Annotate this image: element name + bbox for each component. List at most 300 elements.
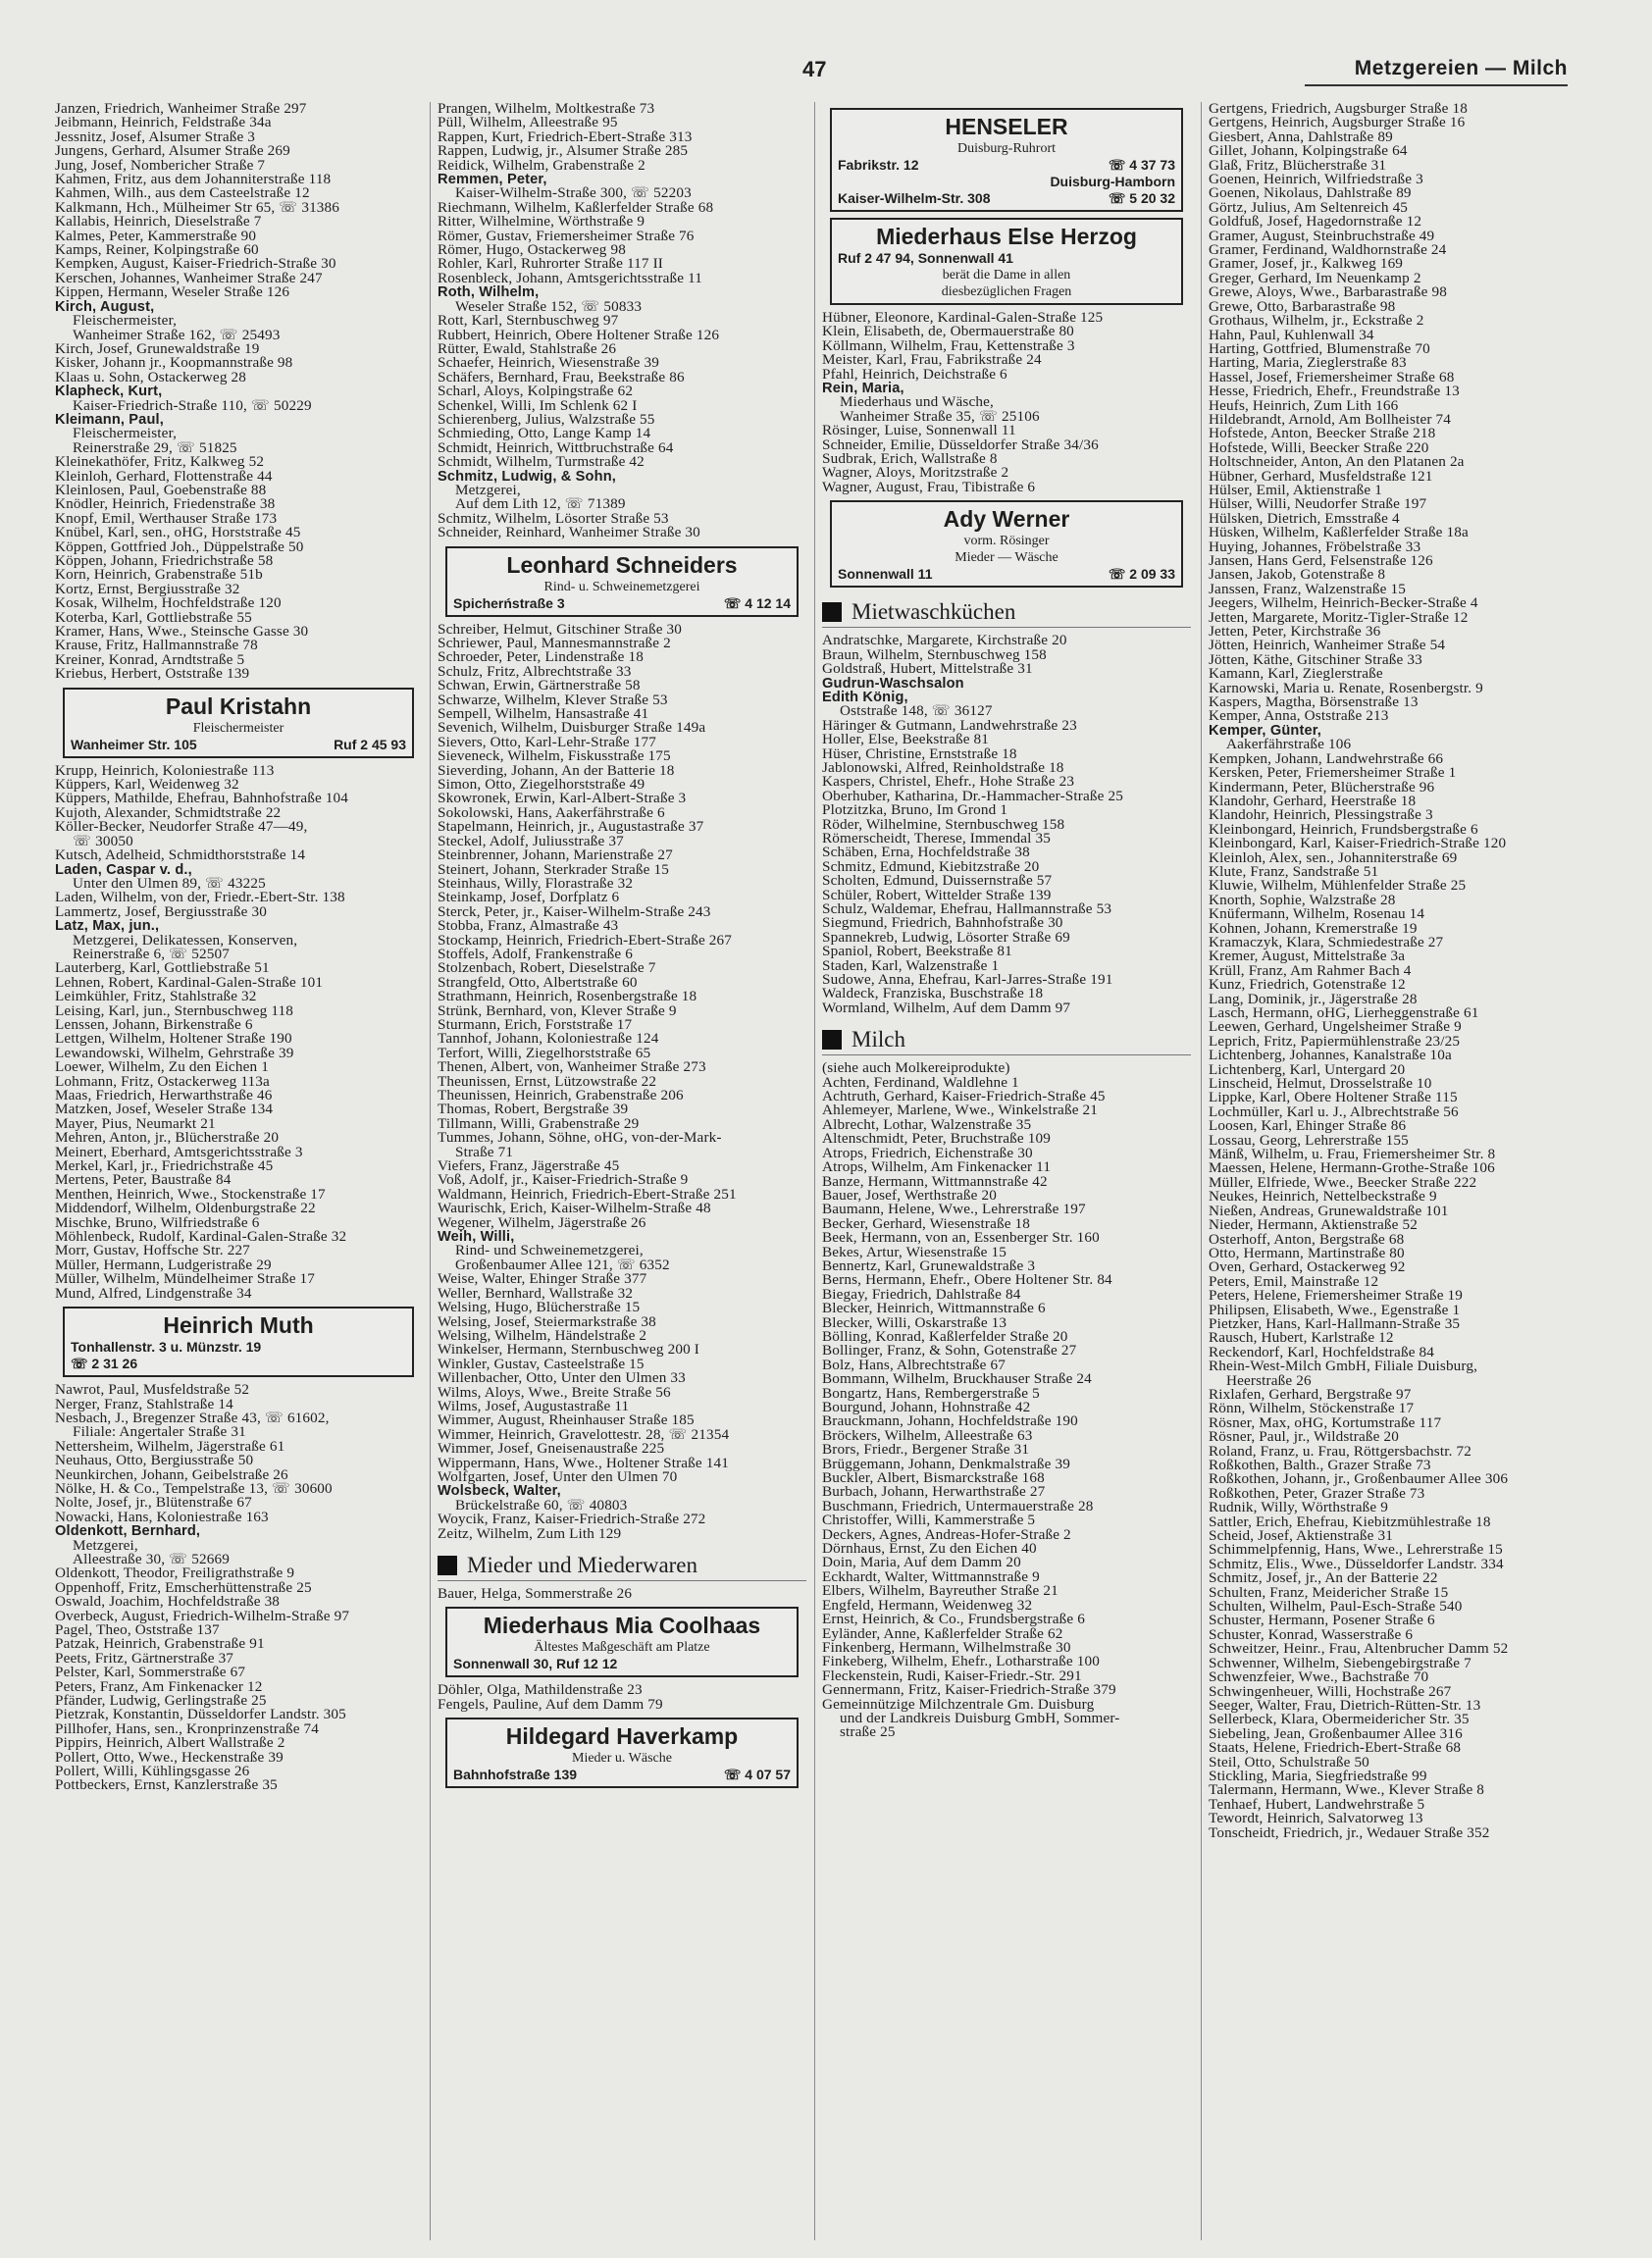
listing-entry: Rappen, Ludwig, jr., Alsumer Straße 285 xyxy=(438,144,689,159)
listing-entry: Schmitz, Josef, jr., An der Batterie 22 xyxy=(1209,1571,1438,1586)
listing-entry: Spaniol, Robert, Beekstraße 81 xyxy=(822,945,1012,959)
listing-continuation: Reinerstraße 29, ☏ 51825 xyxy=(73,440,237,456)
section-heading-text: Mietwaschküchen xyxy=(852,599,1016,625)
advertisement-box xyxy=(445,1607,799,1677)
ad-address: Fabrikstr. 12 xyxy=(838,157,919,173)
listing-continuation: Metzgerei, xyxy=(73,1538,138,1553)
listing-entry: Schriewer, Paul, Mannesmannstraße 2 xyxy=(438,637,671,651)
listing-entry: Eyländer, Anne, Kaßlerfelder Straße 62 xyxy=(822,1626,1063,1641)
listing-entry: Welsing, Wilhelm, Händelstraße 2 xyxy=(438,1328,647,1344)
listing-entry: Lichtenberg, Johannes, Kanalstraße 10a xyxy=(1209,1049,1452,1063)
listing-entry: Jablonowski, Alfred, Reinholdstraße 18 xyxy=(822,760,1064,776)
listing-entry: Püll, Wilhelm, Alleestraße 95 xyxy=(438,116,618,130)
listing-entry: Pollert, Otto, Wwe., Heckenstraße 39 xyxy=(55,1750,284,1766)
listing-entry: Schmitz, Wilhelm, Lösorter Straße 53 xyxy=(438,511,669,527)
listing-entry: Hülser, Emil, Aktienstraße 1 xyxy=(1209,483,1382,498)
listing-entry: Nölke, H. & Co., Tempelstraße 13, ☏ 30600 xyxy=(55,1481,333,1497)
listing-entry: Biegay, Friedrich, Dahlstraße 84 xyxy=(822,1287,1021,1303)
header-rule xyxy=(1305,84,1568,86)
listing-entry: Huying, Johannes, Fröbelstraße 33 xyxy=(1209,539,1421,554)
listing-entry: Kindermann, Peter, Blücherstraße 96 xyxy=(1209,780,1435,795)
listing-entry: Kersken, Peter, Friemersheimer Straße 1 xyxy=(1209,766,1457,781)
listing-entry: Kramaczyk, Klara, Schmiedestraße 27 xyxy=(1209,935,1444,950)
ad-address: Bahnhofstraße 139 xyxy=(453,1767,578,1783)
listing-entry: Altenschmidt, Peter, Bruchstraße 109 xyxy=(822,1132,1051,1147)
listing-entry: Klandohr, Gerhard, Heerstraße 18 xyxy=(1209,794,1417,809)
listing-entry: Pagel, Theo, Oststraße 137 xyxy=(55,1623,220,1638)
listing-entry: Schulz, Fritz, Albrechtstraße 33 xyxy=(438,664,632,680)
advertisement-box xyxy=(830,108,1183,212)
listing-entry: Kleinlosen, Paul, Goebenstraße 88 xyxy=(55,483,267,498)
listing-entry: Mänß, Wilhelm, u. Frau, Friemersheimer Str. 8 xyxy=(1209,1148,1496,1162)
listing-entry: Schwenzfeier, Wwe., Bachstraße 70 xyxy=(1209,1670,1429,1685)
listing-entry: Lauterberg, Karl, Gottliebstraße 51 xyxy=(55,961,270,976)
listing-entry: Rütter, Ewald, Stahlstraße 26 xyxy=(438,341,617,357)
listing-continuation: Auf dem Lith 12, ☏ 71389 xyxy=(455,497,626,512)
ad-note: berät die Dame in allen xyxy=(942,268,1071,282)
listing-entry: Döhler, Olga, Mathildenstraße 23 xyxy=(438,1683,643,1698)
ad-contact-row xyxy=(453,1767,791,1783)
listing-entry: Oswald, Joachim, Hochfeldstraße 38 xyxy=(55,1595,281,1610)
listing-entry: Knödler, Heinrich, Friedenstraße 38 xyxy=(55,497,276,512)
listing-name-bold: Klapheck, Kurt, xyxy=(55,385,163,399)
listing-entry: Nerger, Franz, Stahlstraße 14 xyxy=(55,1397,233,1411)
column-divider xyxy=(814,102,815,2240)
listing-entry: Lochmüller, Karl u. J., Albrechtstraße 56 xyxy=(1209,1104,1459,1120)
listing-entry: Fleckenstein, Rudi, Kaiser-Friedr.-Str. 291 xyxy=(822,1668,1082,1684)
listing-entry: Neukes, Heinrich, Nettelbeckstraße 9 xyxy=(1209,1190,1437,1205)
listing-entry: Neunkirchen, Johann, Geibelstraße 26 xyxy=(55,1467,288,1482)
listing-continuation: Metzgerei, xyxy=(455,483,521,498)
listing-entry: Linscheid, Helmut, Drosselstraße 10 xyxy=(1209,1077,1432,1092)
listing-entry: Engfeld, Hermann, Weidenweg 32 xyxy=(822,1598,1033,1614)
listing-entry: Kunz, Friedrich, Gotenstraße 12 xyxy=(1209,978,1406,993)
ad-title: Miederhaus Mia Coolhaas xyxy=(483,1613,761,1639)
listing-entry: Nolte, Josef, jr., Blütenstraße 67 xyxy=(55,1496,252,1511)
listing-entry: Braun, Wilhelm, Sternbuschweg 158 xyxy=(822,647,1047,663)
listing-entry: Sievers, Otto, Karl-Lehr-Straße 177 xyxy=(438,735,656,750)
listing-entry: Jeegers, Wilhelm, Heinrich-Becker-Straße 4 xyxy=(1209,596,1478,611)
listing-entry: Zeitz, Wilhelm, Zum Lith 129 xyxy=(438,1526,622,1541)
listing-entry: Maessen, Helene, Hermann-Grothe-Straße 106 xyxy=(1209,1161,1495,1176)
column-2 xyxy=(438,102,806,2240)
listing-continuation: Wanheimer Straße 162, ☏ 25493 xyxy=(73,328,281,342)
listing-entry: Loewer, Wilhelm, Zu den Eichen 1 xyxy=(55,1060,269,1075)
listing-entry: Goldfuß, Josef, Hagedornstraße 12 xyxy=(1209,215,1422,230)
listing-continuation: Kaiser-Wilhelm-Straße 300, ☏ 52203 xyxy=(455,186,692,201)
listing-continuation: Miederhaus und Wäsche, xyxy=(840,395,994,410)
listing-entry: Pfahl, Heinrich, Deichstraße 6 xyxy=(822,367,1007,383)
listing-entry: Lasch, Hermann, oHG, Lierheggenstraße 61 xyxy=(1209,1006,1479,1021)
listing-entry: Jansen, Hans Gerd, Felsenstraße 126 xyxy=(1209,554,1433,569)
listing-entry: Neuhaus, Otto, Bergiusstraße 50 xyxy=(55,1454,254,1468)
listing-entry: Meister, Karl, Frau, Fabrikstraße 24 xyxy=(822,353,1042,368)
ad-contact-row xyxy=(838,157,1175,174)
listing-entry: Kallabis, Heinrich, Dieselstraße 7 xyxy=(55,215,262,230)
listing-entry: Woycik, Franz, Kaiser-Friedrich-Straße 272 xyxy=(438,1513,706,1527)
listing-name-bold: Kemper, Günter, xyxy=(1209,723,1321,739)
listing-entry: Schulten, Wilhelm, Paul-Esch-Straße 540 xyxy=(1209,1600,1463,1615)
listing-entry: Görtz, Julius, Am Seltenreich 45 xyxy=(1209,200,1409,216)
listing-entry: Achtruth, Gerhard, Kaiser-Friedrich-Straße 45 xyxy=(822,1090,1106,1104)
listing-entry: Simon, Otto, Ziegelhorststraße 49 xyxy=(438,778,645,793)
listing-entry: Bröckers, Wilhelm, Alleestraße 63 xyxy=(822,1428,1033,1444)
listing-entry: Sudbrak, Erich, Wallstraße 8 xyxy=(822,452,998,467)
listing-entry: Hahn, Paul, Kuhlenwall 34 xyxy=(1209,328,1374,342)
listing-entry: Wagner, Aloys, Moritzstraße 2 xyxy=(822,466,1009,481)
listing-entry: Rixlafen, Gerhard, Bergstraße 97 xyxy=(1209,1387,1412,1403)
listing-entry: Gennermann, Fritz, Kaiser-Friedrich-Straße 379 xyxy=(822,1683,1116,1698)
listing-entry: Nieder, Hermann, Aktienstraße 52 xyxy=(1209,1218,1418,1233)
listing-entry: Oppenhoff, Fritz, Emscherhüttenstraße 25 xyxy=(55,1580,312,1596)
listing-entry: Peters, Helene, Friemersheimer Straße 19 xyxy=(1209,1289,1464,1304)
listing-entry: Pelster, Karl, Sommerstraße 67 xyxy=(55,1666,246,1680)
listing-entry: Strathmann, Heinrich, Rosenbergstraße 18 xyxy=(438,990,697,1004)
advertisement-box xyxy=(63,1307,414,1377)
ad-title: Miederhaus Else Herzog xyxy=(876,224,1137,249)
listing-entry: Bollinger, Franz, & Sohn, Gotenstraße 27 xyxy=(822,1344,1077,1359)
listing-entry: Finkenberg, Hermann, Wilhelmstraße 30 xyxy=(822,1640,1071,1656)
listing-entry: Köppen, Johann, Friedrichstraße 58 xyxy=(55,554,274,569)
section-heading-text: Mieder und Miederwaren xyxy=(467,1553,698,1577)
listing-continuation: Reinerstraße 6, ☏ 52507 xyxy=(73,947,230,962)
listing-entry: Stoffels, Adolf, Frankenstraße 6 xyxy=(438,947,633,962)
listing-entry: Schmidt, Wilhelm, Turmstraße 42 xyxy=(438,455,645,470)
listing-entry: Rhein-West-Milch GmbH, Filiale Duisburg, xyxy=(1209,1360,1478,1374)
listing-entry: Rausch, Hubert, Karlstraße 12 xyxy=(1209,1331,1394,1346)
ad-phone: ☏ 5 20 32 xyxy=(1108,190,1175,206)
column-divider xyxy=(1201,102,1202,2240)
listing-name-bold: Gudrun-Waschsalon xyxy=(822,676,964,691)
listing-entry: Lossau, Georg, Lehrerstraße 155 xyxy=(1209,1133,1409,1149)
listing-entry: Peters, Emil, Mainstraße 12 xyxy=(1209,1274,1379,1290)
listing-entry: Kaspers, Magtha, Börsenstraße 13 xyxy=(1209,695,1419,710)
listing-entry: Oberhuber, Katharina, Dr.-Hammacher-Straße 25 xyxy=(822,789,1123,804)
advertisement-box xyxy=(445,546,799,617)
ad-phone: ☏ 2 09 33 xyxy=(1108,566,1175,583)
listing-entry: Grewe, Aloys, Wwe., Barbarastraße 98 xyxy=(1209,285,1447,300)
listing-entry: Rubbert, Heinrich, Obere Holtener Straße 126 xyxy=(438,328,720,342)
listing-entry: Strünk, Bernhard, von, Klever Straße 9 xyxy=(438,1003,677,1018)
listing-entry: Mischke, Bruno, Wilfriedstraße 6 xyxy=(55,1215,260,1231)
listing-entry: Banze, Hermann, Wittmannstraße 42 xyxy=(822,1174,1048,1189)
listing-entry: Gemeinnützige Milchzentrale Gm. Duisburg xyxy=(822,1697,1095,1712)
listing-entry: Nesbach, J., Bregenzer Straße 43, ☏ 61602, xyxy=(55,1411,330,1426)
listing-entry: Tillmann, Willi, Grabenstraße 29 xyxy=(438,1116,640,1132)
listing-continuation: Fleischermeister, xyxy=(73,427,178,441)
listing-entry: Staats, Helene, Friedrich-Ebert-Straße 68 xyxy=(1209,1741,1462,1756)
listing-name-bold: Edith König, xyxy=(822,690,908,705)
listing-entry: Bölling, Konrad, Kaßlerfelder Straße 20 xyxy=(822,1329,1068,1345)
listing-continuation: Rind- und Schweinemetzgerei, xyxy=(455,1244,644,1258)
listing-entry: Klein, Elisabeth, de, Obermauerstraße 80 xyxy=(822,325,1074,339)
listing-entry: Steckel, Adolf, Juliusstraße 37 xyxy=(438,834,624,849)
listing-entry: Wimmer, August, Rheinhauser Straße 185 xyxy=(438,1413,695,1428)
ad-title: Hildegard Haverkamp xyxy=(505,1723,739,1750)
listing-entry: Lohmann, Fritz, Ostackerweg 113a xyxy=(55,1074,270,1089)
listing-entry: Leising, Karl, jun., Sternbuschweg 118 xyxy=(55,1003,294,1018)
listing-entry: Pillhofer, Hans, sen., Kronprinzenstraße 74 xyxy=(55,1721,320,1737)
listing-entry: Glaß, Fritz, Blücherstraße 31 xyxy=(1209,158,1387,174)
listing-continuation: Heerstraße 26 xyxy=(1226,1373,1312,1388)
listing-entry: Theunissen, Ernst, Lützowstraße 22 xyxy=(438,1074,657,1089)
listing-entry: Prangen, Wilhelm, Moltkestraße 73 xyxy=(438,102,655,117)
ad-subtitle: Rind- u. Schweinemetzgerei xyxy=(543,579,700,594)
listing-entry: Voß, Adolf, jr., Kaiser-Friedrich-Straße 9 xyxy=(438,1173,689,1188)
listing-entry: Overbeck, August, Friedrich-Wilhelm-Straße 97 xyxy=(55,1609,350,1623)
listing-entry: Kippen, Hermann, Weseler Straße 126 xyxy=(55,285,290,300)
listing-entry: Kohnen, Johann, Kremerstraße 19 xyxy=(1209,921,1418,936)
listing-entry: Roßkothen, Johann, jr., Großenbaumer Allee 306 xyxy=(1209,1472,1509,1487)
listing-entry: Siegmund, Friedrich, Bahnhofstraße 30 xyxy=(822,916,1063,931)
ad-subtitle: Fleischermeister xyxy=(192,720,284,736)
listing-entry: Holtschneider, Anton, An den Platanen 2a xyxy=(1209,455,1465,470)
listing-entry: Koterba, Karl, Gottliebstraße 55 xyxy=(55,610,252,626)
listing-entry: Ritter, Wilhelmine, Wörthstraße 9 xyxy=(438,215,645,230)
listing-entry: Schierenberg, Julius, Walzstraße 55 xyxy=(438,412,655,428)
listing-entry: Wilms, Josef, Augustastraße 11 xyxy=(438,1399,630,1414)
listing-entry: Roßkothen, Peter, Grazer Straße 73 xyxy=(1209,1486,1425,1502)
listing-entry: Scheid, Josef, Aktienstraße 31 xyxy=(1209,1529,1393,1544)
listing-entry: Fengels, Pauline, Auf dem Damm 79 xyxy=(438,1697,663,1713)
listing-entry: Schäfers, Bernhard, Frau, Beekstraße 86 xyxy=(438,370,685,385)
listing-entry: Lippke, Karl, Obere Holtener Straße 115 xyxy=(1209,1091,1458,1105)
listing-entry: Riechmann, Wilhelm, Kaßlerfelder Straße 68 xyxy=(438,200,714,216)
listing-entry: Lang, Dominik, jr., Jägerstraße 28 xyxy=(1209,992,1418,1006)
listing-entry: Mund, Alfred, Lindgenstraße 34 xyxy=(55,1286,252,1302)
ad-contact-row xyxy=(71,1339,406,1356)
listing-continuation: Alleestraße 30, ☏ 52669 xyxy=(73,1552,230,1567)
listing-entry: Schwenner, Wilhelm, Siebengebirgstraße 7 xyxy=(1209,1656,1471,1671)
listing-entry: Kortz, Ernst, Bergiusstraße 32 xyxy=(55,582,240,597)
ad-contact-row xyxy=(838,190,1175,207)
listing-entry: Kempken, Johann, Landwehrstraße 66 xyxy=(1209,751,1444,767)
listing-entry: Philipsen, Elisabeth, Wwe., Egenstraße 1 xyxy=(1209,1303,1461,1317)
listing-entry: Hesse, Friedrich, Ehefr., Freundstraße 13 xyxy=(1209,385,1460,399)
column-3 xyxy=(822,102,1191,2240)
listing-entry: Müller, Elfriede, Wwe., Beecker Straße 222 xyxy=(1209,1175,1477,1191)
listing-entry: Brors, Friedr., Bergener Straße 31 xyxy=(822,1443,1030,1458)
listing-entry: Bauer, Josef, Werthstraße 20 xyxy=(822,1188,997,1204)
listing-name-bold: Oldenkott, Bernhard, xyxy=(55,1524,201,1539)
listing-entry: Goenen, Heinrich, Wilfriedstraße 3 xyxy=(1209,173,1423,187)
advertisement-box xyxy=(830,218,1183,305)
listing-entry: Kahmen, Fritz, aus dem Johanniterstraße 118 xyxy=(55,173,332,187)
listing-name-bold: Kirch, August, xyxy=(55,299,155,315)
section-title: Metzgereien — Milch xyxy=(1354,57,1568,79)
ad-contact-row xyxy=(838,174,1175,190)
ad-contact-row xyxy=(453,1656,791,1672)
page-header xyxy=(0,55,1652,90)
listing-entry: Heufs, Heinrich, Zum Lith 166 xyxy=(1209,398,1399,413)
listing-entry: Kramer, Hans, Wwe., Steinsche Gasse 30 xyxy=(55,625,309,640)
listing-entry: Hülser, Willi, Neudorfer Straße 197 xyxy=(1209,497,1427,512)
listing-entry: Kahmen, Wilh., aus dem Casteelstraße 12 xyxy=(55,186,310,201)
listing-entry: Kleinekathöfer, Fritz, Kalkweg 52 xyxy=(55,455,265,470)
page-number: 47 xyxy=(802,57,827,81)
listing-entry: Reidick, Wilhelm, Grabenstraße 2 xyxy=(438,158,645,174)
listing-entry: Stickling, Maria, Siegfriedstraße 99 xyxy=(1209,1769,1427,1784)
listing-entry: Pfänder, Ludwig, Gerlingstraße 25 xyxy=(55,1694,267,1709)
listing-entry: Steinkamp, Josef, Dorfplatz 6 xyxy=(438,891,620,905)
ad-subtitle: Duisburg-Ruhrort xyxy=(956,141,1057,156)
listing-entry: Jötten, Käthe, Gitschiner Straße 33 xyxy=(1209,652,1422,668)
listing-entry: Köller-Becker, Neudorfer Straße 47—49, xyxy=(55,820,308,835)
listing-entry: Römerscheidt, Therese, Immendal 35 xyxy=(822,831,1051,847)
ad-address: Sonnenwall 30, Ruf 12 12 xyxy=(453,1656,618,1672)
listing-entry: Sattler, Erich, Ehefrau, Kiebitzmühlestraße 18 xyxy=(1209,1514,1491,1530)
listing-entry: Kleinloh, Alex, sen., Johanniterstraße 69 xyxy=(1209,850,1458,865)
listing-entry: Roland, Franz, u. Frau, Röttgersbachstr. 72 xyxy=(1209,1444,1471,1459)
listing-entry: Korn, Heinrich, Grabenstraße 51b xyxy=(55,568,263,583)
section-marker-icon xyxy=(438,1556,457,1575)
listing-entry: Finkeberg, Wilhelm, Ehefr., Lotharstraße 100 xyxy=(822,1655,1100,1669)
listing-entry: Bolz, Hans, Albrechtstraße 67 xyxy=(822,1358,1006,1373)
listing-entry: Kleinloh, Gerhard, Flottenstraße 44 xyxy=(55,469,273,484)
listing-entry: Jessnitz, Josef, Alsumer Straße 3 xyxy=(55,129,256,145)
listing-entry: Kleinbongard, Karl, Kaiser-Friedrich-Straße 120 xyxy=(1209,837,1507,851)
section-heading xyxy=(438,1553,806,1581)
listing-entry: Kremer, August, Mittelstraße 3a xyxy=(1209,949,1406,964)
listing-entry: Bennertz, Karl, Grunewaldstraße 3 xyxy=(822,1258,1036,1274)
listing-entry: Schwingenheuer, Willi, Hochstraße 267 xyxy=(1209,1684,1452,1699)
ad-address: Sonnenwall 11 xyxy=(838,566,933,583)
listing-entry: Ernst, Heinrich, & Co., Frundsbergstraße 6 xyxy=(822,1613,1085,1627)
listing-entry: Gertgens, Heinrich, Augsburger Straße 16 xyxy=(1209,116,1466,130)
listing-entry: Becker, Gerhard, Wiesenstraße 18 xyxy=(822,1216,1031,1232)
listing-entry: Rosenbleck, Johann, Amtsgerichtsstraße 11 xyxy=(438,271,703,286)
listing-entry: Röder, Wilhelmine, Sternbuschweg 158 xyxy=(822,817,1065,832)
listing-entry: Steinert, Johann, Sterkrader Straße 15 xyxy=(438,862,669,877)
listing-entry: Pietzrak, Konstantin, Düsseldorfer Landstr. 305 xyxy=(55,1708,346,1722)
listing-entry: Köllmann, Wilhelm, Frau, Kettenstraße 3 xyxy=(822,338,1075,354)
listing-entry: Schmidt, Heinrich, Wittbruchstraße 64 xyxy=(438,440,674,456)
listing-entry: Kamps, Reiner, Kolpingstraße 60 xyxy=(55,243,259,258)
listing-entry: Plotzitzka, Bruno, Im Grond 1 xyxy=(822,803,1008,818)
listing-entry: Gramer, Ferdinand, Waldhornstraße 24 xyxy=(1209,243,1447,258)
listing-entry: Peets, Fritz, Gärtnerstraße 37 xyxy=(55,1651,234,1667)
listing-entry: Schmitz, Edmund, Kiebitzstraße 20 xyxy=(822,859,1040,875)
listing-entry: Strangfeld, Otto, Albertstraße 60 xyxy=(438,975,638,991)
ad-address: Wanheimer Str. 105 xyxy=(71,736,197,752)
listing-entry: Giesbert, Anna, Dahlstraße 89 xyxy=(1209,129,1393,145)
listing-continuation: und der Landkreis Duisburg GmbH, Sommer- xyxy=(840,1711,1120,1726)
ad-phone: ☏ 4 12 14 xyxy=(723,594,791,611)
listing-entry: Goenen, Nikolaus, Dahlstraße 89 xyxy=(1209,186,1412,201)
listing-entry: Bongartz, Hans, Rembergerstraße 5 xyxy=(822,1386,1040,1401)
listing-entry: Tummes, Johann, Söhne, oHG, von-der-Mark- xyxy=(438,1131,722,1146)
listing-continuation: Straße 71 xyxy=(455,1145,514,1160)
listing-entry: Mertens, Peter, Baustraße 84 xyxy=(55,1173,232,1188)
listing-entry: Buckler, Albert, Bismarckstraße 168 xyxy=(822,1471,1045,1486)
listing-entry: Schenkel, Willi, Im Schlenk 62 I xyxy=(438,398,638,413)
listing-entry: Lenssen, Johann, Birkenstraße 6 xyxy=(55,1017,253,1033)
listing-entry: Thenen, Albert, von, Wanheimer Straße 273 xyxy=(438,1060,706,1075)
listing-entry: Weise, Walter, Ehinger Straße 377 xyxy=(438,1272,647,1287)
listing-entry: Leimkühler, Fritz, Stahlstraße 32 xyxy=(55,990,257,1004)
listing-entry: Kempken, August, Kaiser-Friedrich-Straße 30 xyxy=(55,257,336,272)
listing-entry: Oldenkott, Theodor, Freiligrathstraße 9 xyxy=(55,1566,295,1581)
listing-entry: Pottbeckers, Ernst, Kanzlerstraße 35 xyxy=(55,1778,278,1793)
ad-subtitle: Mieder — Wäsche xyxy=(955,550,1058,566)
ad-subtitle: Mieder u. Wäsche xyxy=(572,1751,672,1767)
listing-entry: Schmieding, Otto, Lange Kamp 14 xyxy=(438,427,651,441)
listing-entry: Küppers, Mathilde, Ehefrau, Bahnhofstraße 104 xyxy=(55,792,349,806)
listing-entry: Waldmann, Heinrich, Friedrich-Ebert-Straße 251 xyxy=(438,1187,737,1203)
listing-entry: Rösinger, Luise, Sonnenwall 11 xyxy=(822,424,1016,438)
listing-entry: Achten, Ferdinand, Waldlehne 1 xyxy=(822,1075,1019,1091)
listing-entry: Viefers, Franz, Jägerstraße 45 xyxy=(438,1159,620,1174)
listing-name-bold: Laden, Caspar v. d., xyxy=(55,862,192,877)
ad-contact-row xyxy=(838,566,1175,583)
listing-entry: Rösner, Paul, jr., Wildstraße 20 xyxy=(1209,1430,1399,1445)
advertisement-box xyxy=(63,688,414,758)
column-4 xyxy=(1209,102,1575,2240)
listing-entry: Schroeder, Peter, Lindenstraße 18 xyxy=(438,650,644,665)
listing-continuation: Unter den Ulmen 89, ☏ 43225 xyxy=(73,876,266,892)
listing-entry: Schreiber, Helmut, Gitschiner Straße 30 xyxy=(438,622,683,637)
listing-entry: Lichtenberg, Karl, Untergard 20 xyxy=(1209,1062,1406,1078)
listing-entry: Steil, Otto, Schulstraße 50 xyxy=(1209,1755,1369,1770)
listing-entry: Steinbrenner, Johann, Marienstraße 27 xyxy=(438,848,673,863)
listing-entry: Müller, Hermann, Ludgeristraße 29 xyxy=(55,1257,272,1273)
listing-entry: Loosen, Karl, Ehinger Straße 86 xyxy=(1209,1119,1407,1134)
listing-entry: Schwan, Erwin, Gärtnerstraße 58 xyxy=(438,679,641,693)
listing-entry: Römer, Hugo, Ostackerweg 98 xyxy=(438,243,626,258)
listing-entry: Janssen, Franz, Walzenstraße 15 xyxy=(1209,582,1406,597)
listing-entry: Brauckmann, Johann, Hochfeldstraße 190 xyxy=(822,1414,1078,1429)
listing-entry: Müller, Wilhelm, Mündelheimer Straße 17 xyxy=(55,1272,316,1287)
advertisement-box xyxy=(445,1718,799,1788)
listing-entry: Stapelmann, Heinrich, jr., Augustastraße 37 xyxy=(438,820,704,835)
listing-entry: Schneider, Reinhard, Wanheimer Straße 30 xyxy=(438,526,700,540)
listing-entry: Jetten, Peter, Kirchstraße 36 xyxy=(1209,625,1381,640)
ad-subtitle: vorm. Rösinger xyxy=(963,534,1050,549)
listing-entry: Elbers, Wilhelm, Bayreuther Straße 21 xyxy=(822,1584,1058,1599)
listing-entry: Karnowski, Maria u. Renate, Rosenbergstr. 9 xyxy=(1209,681,1483,696)
listing-entry: Kemper, Anna, Oststraße 213 xyxy=(1209,709,1389,724)
listing-entry: Jungens, Gerhard, Alsumer Straße 269 xyxy=(55,144,290,159)
listing-entry: Kosak, Wilhelm, Hochfeldstraße 120 xyxy=(55,596,282,611)
listing-entry: Gramer, August, Steinbruchstraße 49 xyxy=(1209,229,1435,244)
listing-entry: Maas, Friedrich, Herwarthstraße 46 xyxy=(55,1089,273,1103)
listing-name-bold: Wolsbeck, Walter, xyxy=(438,1484,561,1499)
listing-entry: Lettgen, Wilhelm, Holtener Straße 190 xyxy=(55,1032,292,1047)
ad-title: Leonhard Schneiders xyxy=(506,551,738,578)
listing-entry: Theunissen, Heinrich, Grabenstraße 206 xyxy=(438,1089,684,1103)
ad-phone: Ruf 2 45 93 xyxy=(334,736,406,752)
listing-entry: Kluwie, Wilhelm, Mühlenfelder Straße 25 xyxy=(1209,879,1467,894)
listing-entry: Schwarze, Wilhelm, Klever Straße 53 xyxy=(438,693,668,708)
listing-entry: Winkler, Gustav, Casteelstraße 15 xyxy=(438,1357,645,1372)
listing-entry: Welsing, Josef, Steiermarkstraße 38 xyxy=(438,1314,656,1329)
listing-entry: Sterck, Peter, jr., Kaiser-Wilhelm-Straße 243 xyxy=(438,904,711,920)
listing-entry: Weller, Bernhard, Wallstraße 32 xyxy=(438,1286,634,1302)
listing-entry: Brüggemann, Johann, Denkmalstraße 39 xyxy=(822,1457,1070,1472)
listing-entry: Oven, Gerhard, Ostackerweg 92 xyxy=(1209,1260,1406,1275)
listing-entry: Hassel, Josef, Friemersheimer Straße 68 xyxy=(1209,370,1455,385)
listing-entry: Rönn, Wilhelm, Stöckenstraße 17 xyxy=(1209,1402,1415,1416)
listing-entry: Ahlemeyer, Marlene, Wwe., Winkelstraße 21 xyxy=(822,1103,1099,1118)
listing-continuation: Oststraße 148, ☏ 36127 xyxy=(840,704,993,719)
ad-address: Spicherństraße 3 xyxy=(453,594,565,611)
listing-entry: Waurischk, Erich, Kaiser-Wilhelm-Straße 48 xyxy=(438,1202,711,1216)
listing-entry: Mayer, Pius, Neumarkt 21 xyxy=(55,1116,216,1132)
listing-entry: Kerschen, Johannes, Wanheimer Straße 247 xyxy=(55,271,323,286)
listing-entry: Grewe, Otto, Barbarastraße 98 xyxy=(1209,299,1396,315)
listing-entry: Willenbacher, Otto, Unter den Ulmen 33 xyxy=(438,1371,686,1386)
listing-entry: Laden, Wilhelm, von der, Friedr.-Ebert-Str. 138 xyxy=(55,891,345,905)
